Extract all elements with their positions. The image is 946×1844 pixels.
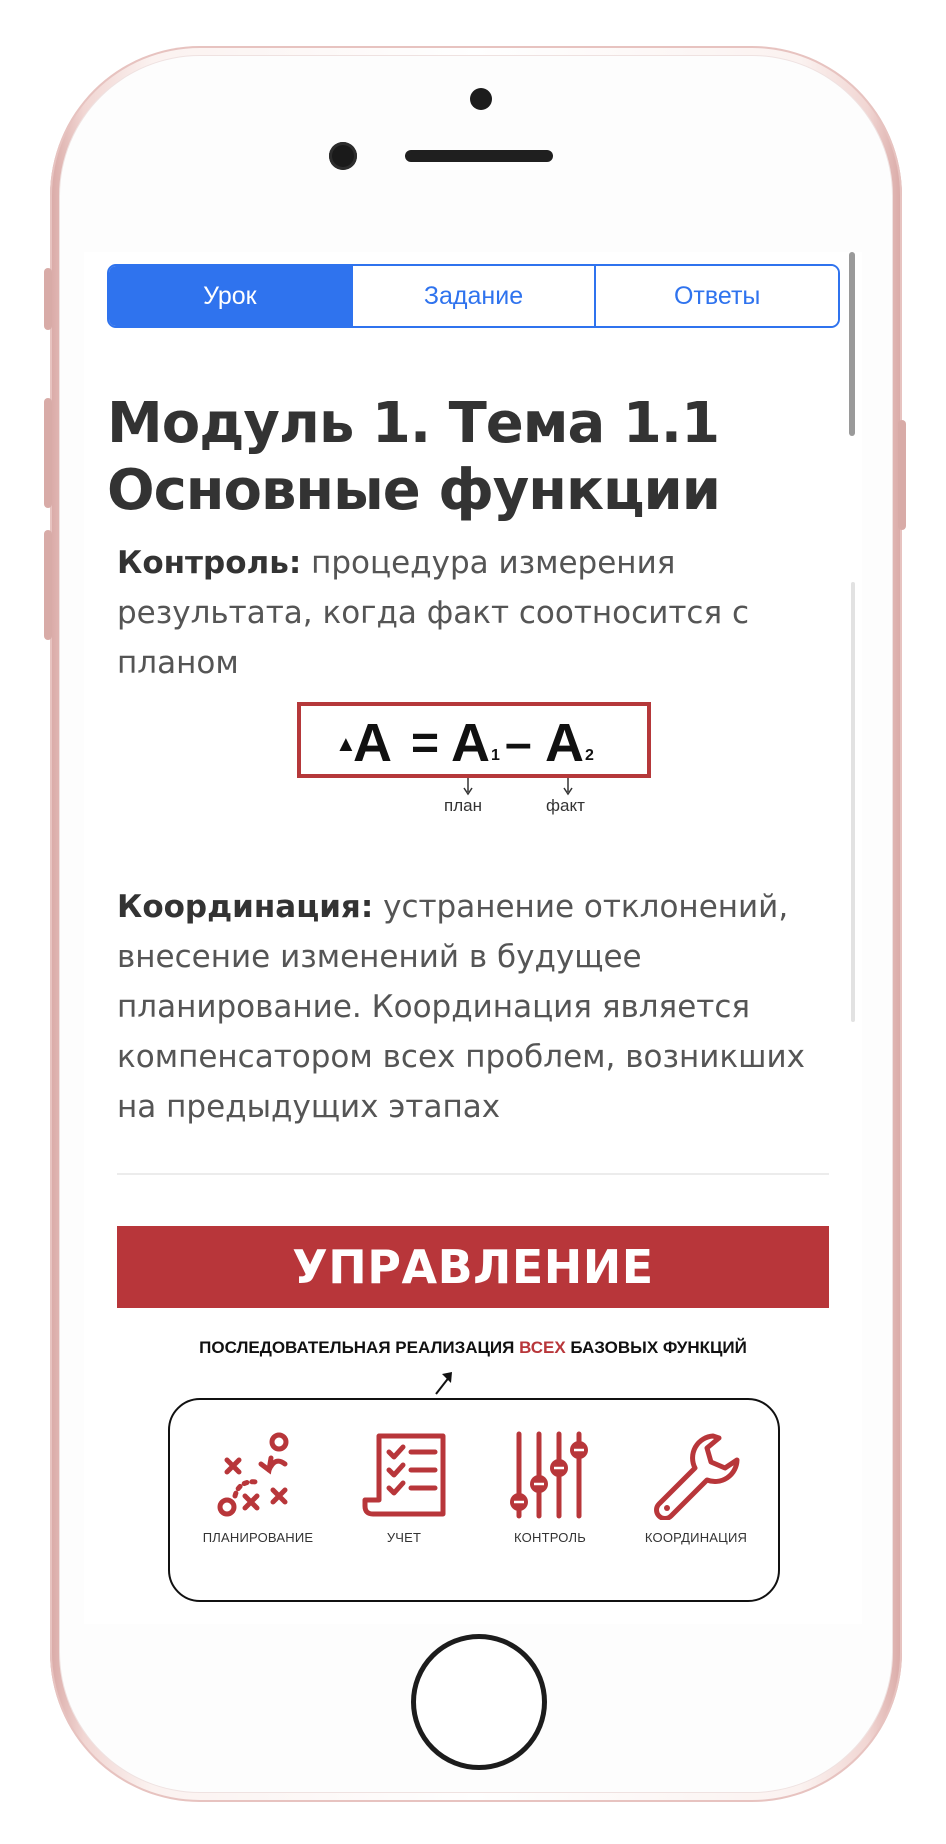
formula-lhs: A xyxy=(353,713,392,773)
control-term: Контроль: xyxy=(117,545,302,581)
function-label: КОНТРОЛЬ xyxy=(514,1530,586,1545)
subtitle-highlight: ВСЕХ xyxy=(519,1338,566,1357)
function-label: ПЛАНИРОВАНИЕ xyxy=(202,1530,314,1545)
control-definition: процедура измерения результата, когда факт соотносится с планом xyxy=(117,545,749,681)
title-line-1: Модуль 1. Тема 1.1 xyxy=(107,391,720,456)
formula-sub1: 1 xyxy=(491,747,500,764)
functions-box xyxy=(168,1398,780,1602)
mute-switch xyxy=(44,268,52,330)
formula-equals: = xyxy=(411,717,440,770)
delta-symbol: ▲ xyxy=(335,731,357,756)
formula-a1: A xyxy=(451,713,490,773)
pointer-arrow xyxy=(84,252,862,1402)
tab-task[interactable]: Задание xyxy=(351,266,595,326)
function-label: УЧЕТ xyxy=(386,1530,422,1545)
front-camera xyxy=(329,142,357,170)
label-plan: план xyxy=(444,796,482,815)
formula-sub2: 2 xyxy=(585,747,594,764)
function-coordination xyxy=(626,1430,766,1545)
wrench-icon xyxy=(651,1430,741,1520)
proximity-sensor xyxy=(470,88,492,110)
power-button xyxy=(898,420,906,530)
function-accounting xyxy=(334,1430,474,1545)
sliders-icon xyxy=(505,1430,595,1520)
checklist-icon xyxy=(359,1430,449,1520)
label-fact: факт xyxy=(546,796,585,815)
tab-answers[interactable]: Ответы xyxy=(594,266,838,326)
coordination-term: Координация: xyxy=(117,889,374,925)
tab-lesson[interactable]: Урок xyxy=(109,266,351,326)
function-planning xyxy=(188,1430,328,1545)
coordination-definition: устранение отклонений, внесение изменений в будущее планирование. Координация является компенсатором всех проблем, возникших на предыдущих этапах xyxy=(117,889,805,1125)
app-screen xyxy=(84,252,862,1624)
volume-down-button xyxy=(44,530,52,640)
function-label: КООРДИНАЦИЯ xyxy=(644,1530,748,1545)
formula-minus: – xyxy=(505,717,532,770)
function-control xyxy=(480,1430,620,1545)
formula-a2: A xyxy=(545,713,584,773)
home-button[interactable] xyxy=(411,1634,547,1770)
strategy-icon xyxy=(213,1430,303,1520)
subtitle-part-1: ПОСЛЕДОВАТЕЛЬНАЯ РЕАЛИЗАЦИЯ xyxy=(199,1338,520,1357)
title-line-2: Основные функции xyxy=(107,458,720,523)
management-banner: УПРАВЛЕНИЕ xyxy=(117,1226,829,1308)
earpiece-speaker xyxy=(405,150,553,162)
subtitle-part-2: БАЗОВЫХ ФУНКЦИЙ xyxy=(565,1338,747,1357)
volume-up-button xyxy=(44,398,52,508)
